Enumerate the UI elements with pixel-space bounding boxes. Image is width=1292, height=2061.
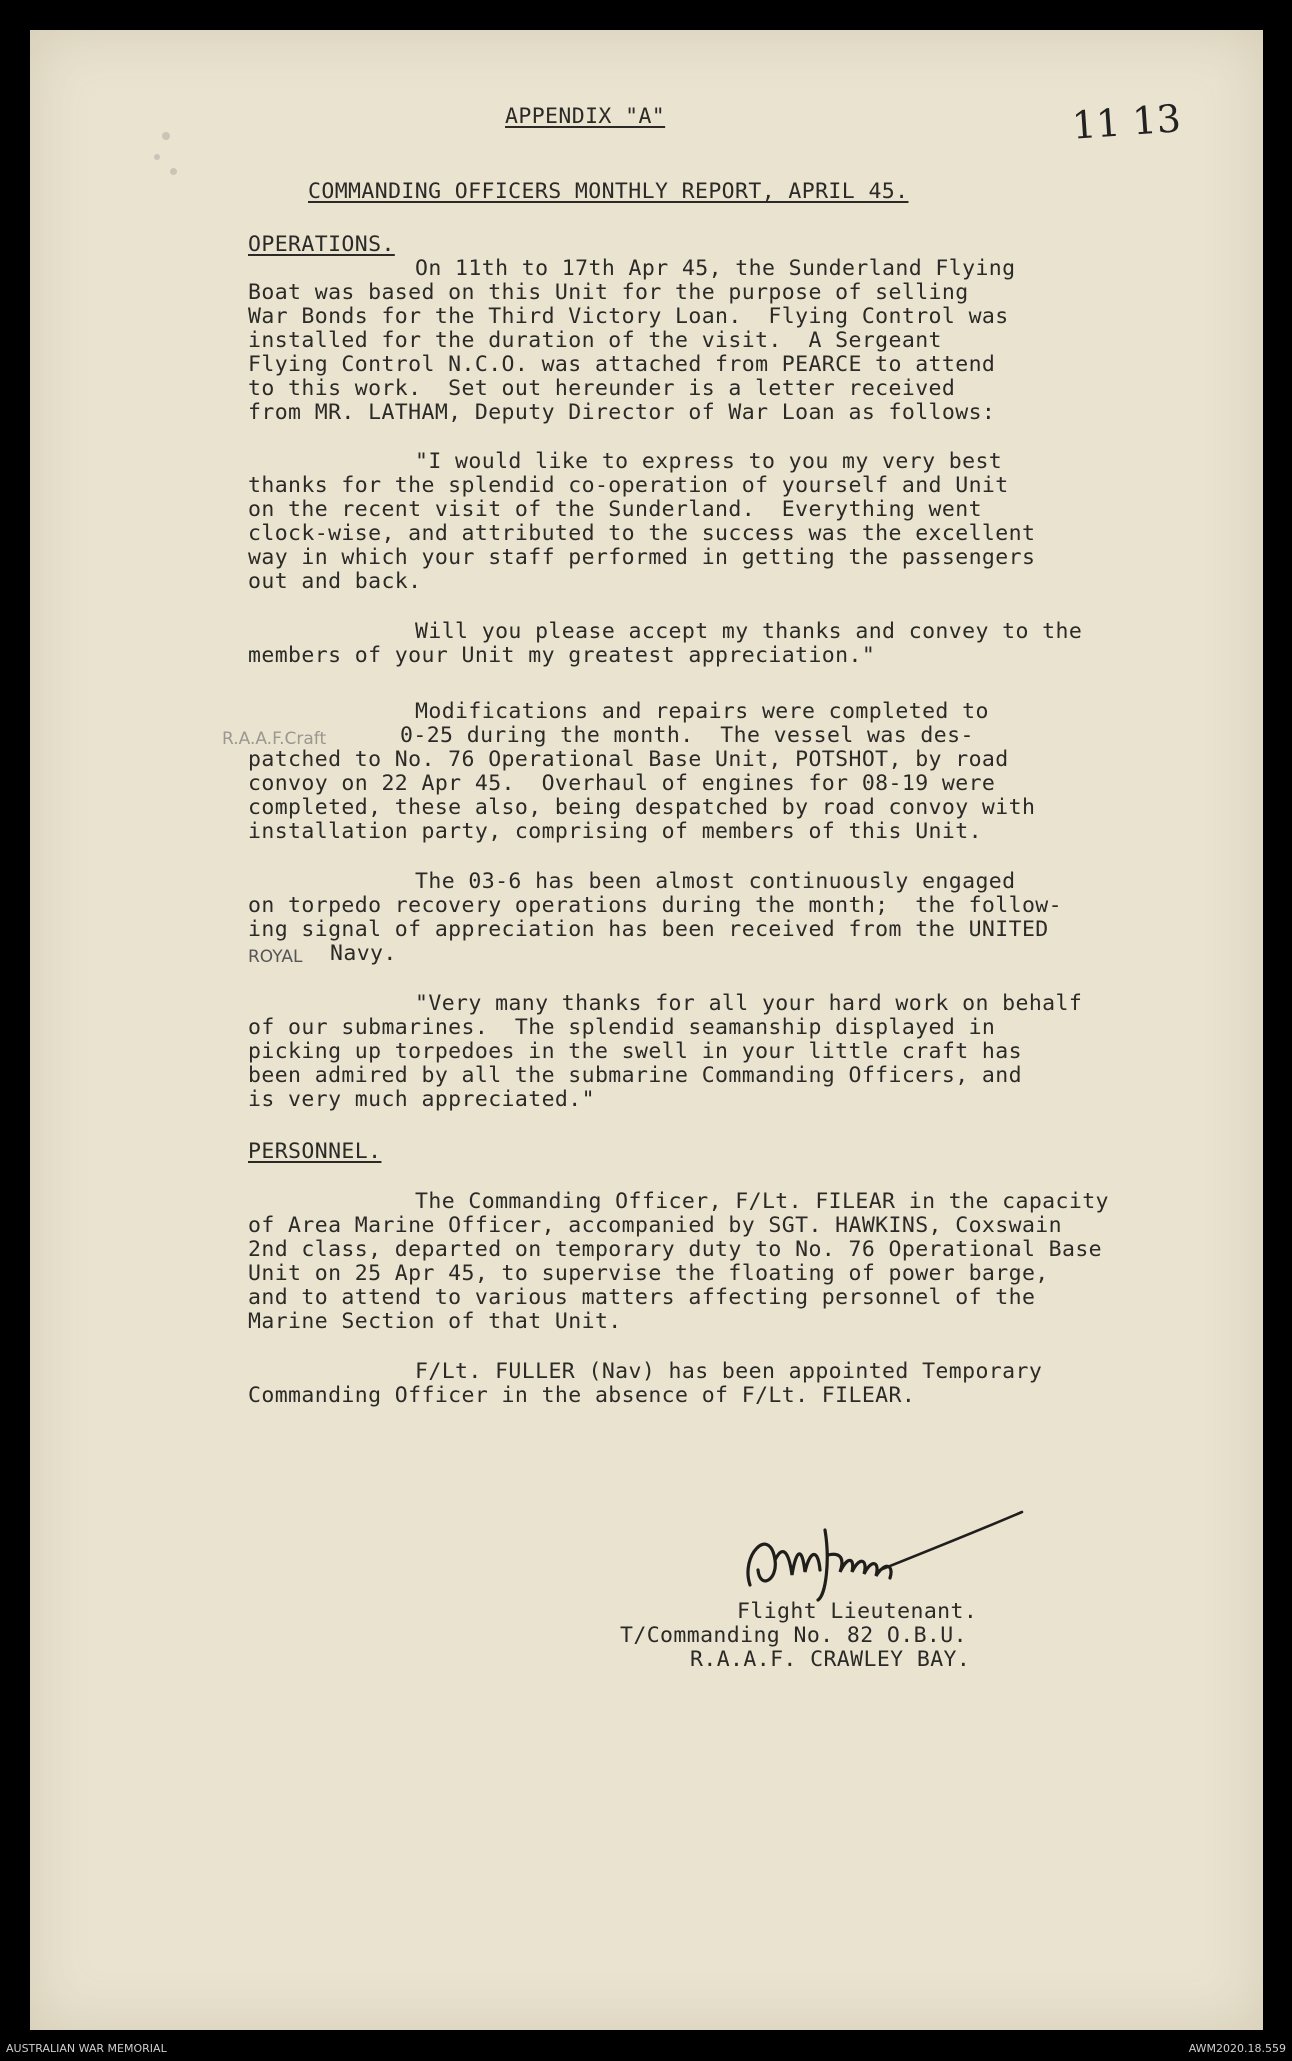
signature-role: T/Commanding No. 82 O.B.U. [620, 1623, 967, 1648]
document-page [30, 30, 1263, 2030]
signal-line: is very much appreciated." [248, 1087, 595, 1112]
letter-line: Will you please accept my thanks and convey to the [415, 619, 1083, 644]
personnel-line: of Area Marine Officer, accompanied by SGT. HAWKINS, Coxswain [248, 1213, 1062, 1238]
folio-number: 11 13 [1070, 96, 1183, 148]
appendix-title: APPENDIX "A" [505, 104, 666, 129]
letter-line: way in which your staff performed in getting the passengers [248, 545, 1036, 570]
letter-line: clock-wise, and attributed to the success was the excellent [248, 521, 1036, 546]
operations-line: installed for the duration of the visit. A Sergeant [248, 328, 942, 353]
torpedo-line: ing signal of appreciation has been received from the UNITED [248, 917, 1049, 942]
paper-blemish [154, 154, 160, 160]
torpedo-line: on torpedo recovery operations during the month; the follow- [248, 893, 1062, 918]
operations-line: from MR. LATHAM, Deputy Director of War Loan as follows: [248, 400, 996, 425]
modifications-line: installation party, comprising of members of this Unit. [248, 819, 982, 844]
signal-line: picking up torpedoes in the swell in your little craft has [248, 1039, 1022, 1064]
operations-line: Boat was based on this Unit for the purpose of selling [248, 280, 969, 305]
typed-document [30, 30, 1263, 2030]
signal-line: "Very many thanks for all your hard work on behalf [415, 991, 1083, 1016]
torpedo-line: The 03-6 has been almost continuously engaged [415, 869, 1016, 894]
footer-accession-number: AWM2020.18.559 [1188, 2042, 1286, 2055]
personnel-line: Commanding Officer in the absence of F/Lt. FILEAR. [248, 1383, 916, 1408]
torpedo-line: Navy. [330, 941, 397, 966]
modifications-line: convoy on 22 Apr 45. Overhaul of engines for 08-19 were [248, 771, 996, 796]
personnel-line: Unit on 25 Apr 45, to supervise the floating of power barge, [248, 1261, 1049, 1286]
letter-line: thanks for the splendid co-operation of yourself and Unit [248, 473, 1009, 498]
personnel-line: The Commanding Officer, F/Lt. FILEAR in the capacity [415, 1189, 1109, 1214]
signature-stroke [748, 1530, 891, 1600]
signature-unit: R.A.A.F. CRAWLEY BAY. [690, 1647, 971, 1672]
handwritten-signature [730, 1500, 1030, 1610]
operations-line: Flying Control N.C.O. was attached from PEARCE to attend [248, 352, 996, 377]
letter-line: on the recent visit of the Sunderland. Everything went [248, 497, 982, 522]
royal-annotation: ROYAL [248, 947, 303, 967]
personnel-heading: PERSONNEL. [248, 1139, 382, 1164]
footer-credit: AUSTRALIAN WAR MEMORIAL [6, 2042, 167, 2055]
operations-line: to this work. Set out hereunder is a letter received [248, 376, 956, 401]
letter-line: "I would like to express to you my very best [415, 449, 1003, 474]
personnel-line: 2nd class, departed on temporary duty to No. 76 Operational Base [248, 1237, 1103, 1262]
operations-line: On 11th to 17th Apr 45, the Sunderland Flying [415, 256, 1016, 281]
pencil-annotation: R.A.A.F.Craft [222, 729, 327, 749]
operations-line: War Bonds for the Third Victory Loan. Flying Control was [248, 304, 1009, 329]
signature-rank: Flight Lieutenant. [737, 1599, 978, 1624]
modifications-line: Modifications and repairs were completed to [415, 699, 989, 724]
letter-line: out and back. [248, 569, 422, 594]
paper-blemish [162, 132, 170, 140]
paper-blemish [170, 168, 177, 175]
letter-line: members of your Unit my greatest appreciation." [248, 643, 876, 668]
signal-line: of our submarines. The splendid seamanship displayed in [248, 1015, 996, 1040]
modifications-line: completed, these also, being despatched by road convoy with [248, 795, 1036, 820]
signal-line: been admired by all the submarine Commanding Officers, and [248, 1063, 1022, 1088]
personnel-line: and to attend to various matters affecting personnel of the [248, 1285, 1036, 1310]
signature-flourish [880, 1512, 1022, 1570]
modifications-line: patched to No. 76 Operational Base Unit, POTSHOT, by road [248, 747, 1009, 772]
personnel-line: F/Lt. FULLER (Nav) has been appointed Temporary [415, 1359, 1043, 1384]
operations-heading: OPERATIONS. [248, 232, 395, 257]
report-title: COMMANDING OFFICERS MONTHLY REPORT, APRIL 45. [308, 179, 909, 204]
personnel-line: Marine Section of that Unit. [248, 1309, 622, 1334]
modifications-line: 0-25 during the month. The vessel was des- [400, 723, 974, 748]
